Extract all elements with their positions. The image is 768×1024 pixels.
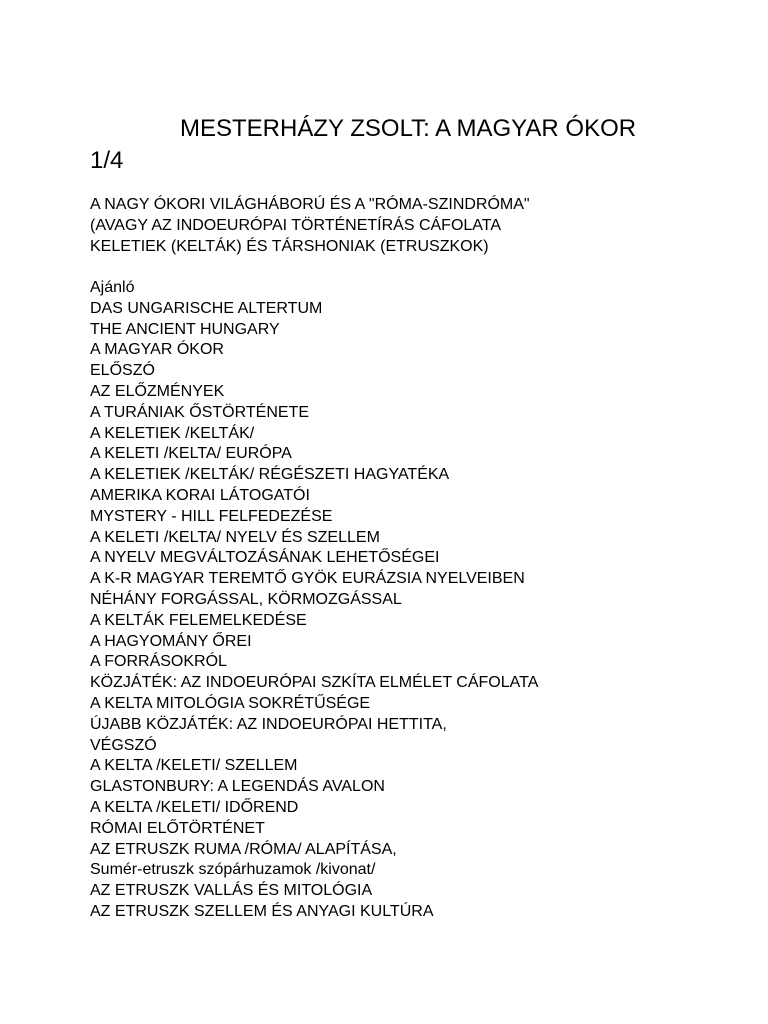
subtitle-block xyxy=(90,194,530,257)
subtitle-line: (AVAGY AZ INDOEURÓPAI TÖRTÉNETÍRÁS CÁFOLATA xyxy=(90,217,502,234)
subtitle-line: A NAGY ÓKORI VILÁGHÁBORÚ ÉS A "RÓMA-SZINDRÓMA" xyxy=(90,196,530,213)
toc-item: A KELETI /KELTA/ EURÓPA xyxy=(90,445,292,463)
toc-item: AZ ETRUSZK SZELLEM ÉS ANYAGI KULTÚRA xyxy=(90,902,434,920)
toc-item: AZ ETRUSZK RUMA /RÓMA/ ALAPÍTÁSA, xyxy=(90,840,397,858)
toc-item: MYSTERY - HILL FELFEDEZÉSE xyxy=(90,507,333,525)
toc-item: A MAGYAR ÓKOR xyxy=(90,341,224,359)
toc-item: A KELTA /KELETI/ IDŐREND xyxy=(90,798,299,816)
toc-item: A KELTA MITOLÓGIA SOKRÉTŰSÉGE xyxy=(90,694,371,712)
toc-item: A KELETI /KELTA/ NYELV ÉS SZELLEM xyxy=(90,528,380,546)
toc-item: GLASTONBURY: A LEGENDÁS AVALON xyxy=(90,778,385,796)
toc-item: A KELTA /KELETI/ SZELLEM xyxy=(90,757,298,775)
toc-item: AMERIKA KORAI LÁTOGATÓI xyxy=(90,486,310,504)
toc-item: THE ANCIENT HUNGARY xyxy=(90,320,280,338)
toc-item: NÉHÁNY FORGÁSSAL, KÖRMOZGÁSSAL xyxy=(90,590,402,608)
toc-item: A NYELV MEGVÁLTOZÁSÁNAK LEHETŐSÉGEI xyxy=(90,549,440,567)
toc-item: DAS UNGARISCHE ALTERTUM xyxy=(90,299,323,317)
page-number: 1/4 xyxy=(90,147,124,174)
toc-item: A KELETIEK /KELTÁK/ RÉGÉSZETI HAGYATÉKA xyxy=(90,466,450,484)
toc-item: RÓMAI ELŐTÖRTÉNET xyxy=(90,819,265,837)
toc-item: A KELTÁK FELEMELKEDÉSE xyxy=(90,611,307,629)
toc-item: A KELETIEK /KELTÁK/ xyxy=(90,424,255,442)
toc-item: Ajánló xyxy=(90,279,135,296)
toc-item: A FORRÁSOKRÓL xyxy=(90,653,227,671)
toc-item: A TURÁNIAK ŐSTÖRTÉNETE xyxy=(90,403,310,421)
table-of-contents xyxy=(90,278,538,923)
toc-item: A K-R MAGYAR TEREMTŐ GYÖK EURÁZSIA NYELVEIBEN xyxy=(90,570,525,588)
toc-item: AZ ETRUSZK VALLÁS ÉS MITOLÓGIA xyxy=(90,882,373,900)
toc-item: ELŐSZÓ xyxy=(90,362,155,380)
toc-item: KÖZJÁTÉK: AZ INDOEURÓPAI SZKÍTA ELMÉLET CÁFOLATA xyxy=(90,674,539,692)
toc-item: Sumér-etruszk szópárhuzamok /kivonat/ xyxy=(90,861,376,879)
document-title: MESTERHÁZY ZSOLT: A MAGYAR ÓKOR xyxy=(180,115,637,142)
toc-item: A HAGYOMÁNY ŐREI xyxy=(90,632,252,650)
toc-item: ÚJABB KÖZJÁTÉK: AZ INDOEURÓPAI HETTITA, xyxy=(90,715,447,733)
toc-item: AZ ELŐZMÉNYEK xyxy=(90,382,225,400)
subtitle-line: KELETIEK (KELTÁK) ÉS TÁRSHONIAK (ETRUSZKOK) xyxy=(90,238,489,255)
toc-item: VÉGSZÓ xyxy=(90,736,157,754)
